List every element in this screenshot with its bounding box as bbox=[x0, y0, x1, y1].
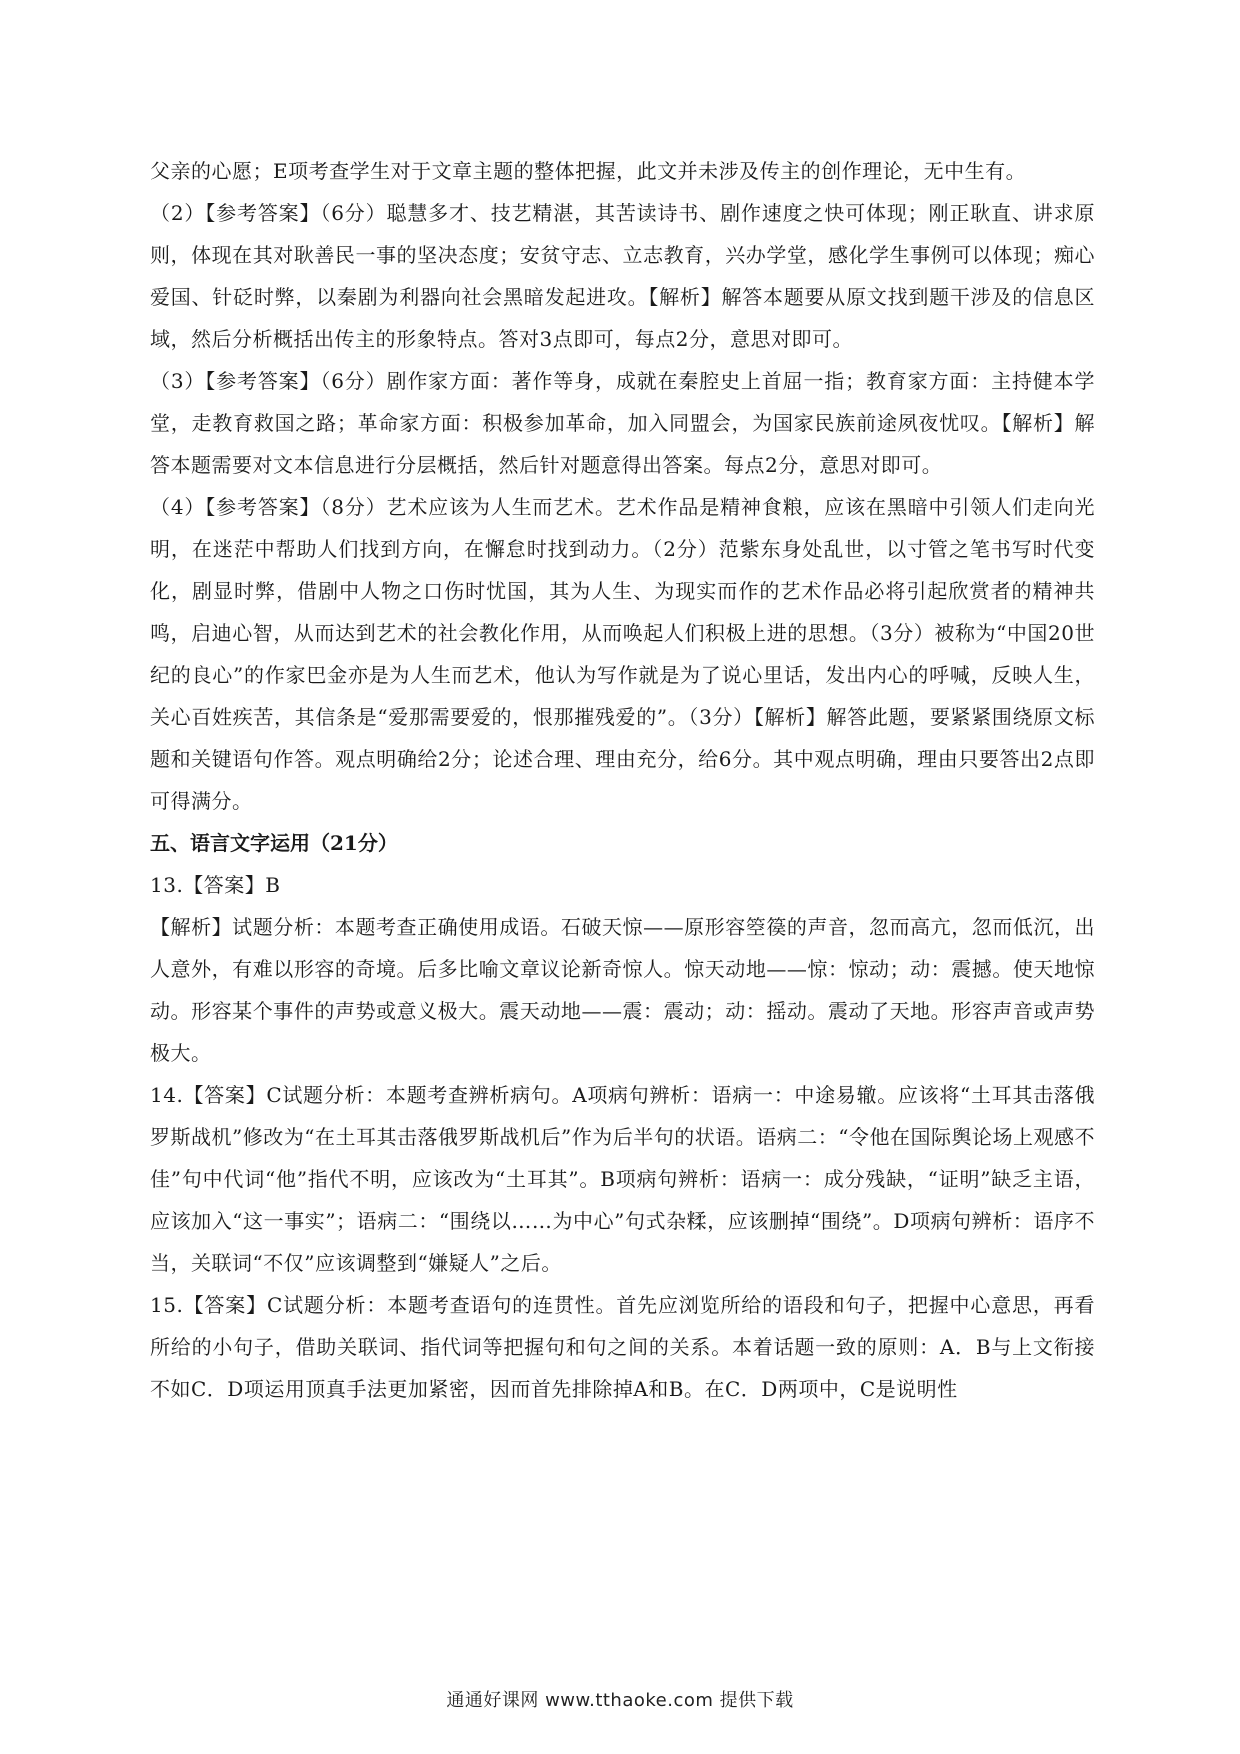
paragraph-answer-2: （2）【参考答案】（6分）聪慧多才、技艺精湛，其苦读诗书、剧作速度之快可体现；刚正耿直、讲求原则，体现在其对耿善民一事的坚决态度；安贫守志、立志教育，兴办学堂，感化学生事例可以体现；痴心爱国、针砭时弊，以秦剧为利器向社会黑暗发起进攻。【解析】解答本题要从原文找到题干涉及的信息区域，然后分析概括出传主的形象特点。答对3点即可，每点2分，意思对即可。 bbox=[150, 201, 1095, 351]
paragraph-e-option: 父亲的心愿；E项考查学生对于文章主题的整体把握，此文并未涉及传主的创作理论，无中生有。 bbox=[150, 159, 1027, 183]
paragraph-answer-13: 13.【答案】B bbox=[150, 873, 281, 897]
paragraph-answer-14: 14.【答案】C试题分析：本题考查辨析病句。A项病句辨析：语病一：中途易辙。应该将“土耳其击落俄罗斯战机”修改为“在土耳其击落俄罗斯战机后”作为后半句的状语。语病二：“令他在国际舆论场上观感不佳”句中代词“他”指代不明，应该改为“土耳其”。B项病句辨析：语病一：成分残缺，“证明”缺乏主语，应该加入“这一事实”；语病二：“围绕以……为中心”句式杂糅，应该删掉“围绕”。D项病句辨析：语序不当，关联词“不仅”应该调整到“嫌疑人”之后。 bbox=[150, 1083, 1095, 1275]
paragraph-analysis-13: 【解析】试题分析：本题考查正确使用成语。石破天惊——原形容箜篌的声音，忽而高亢，忽而低沉，出人意外，有难以形容的奇境。后多比喻文章议论新奇惊人。惊天动地——惊：惊动；动：震撼。使天地惊动。形容某个事件的声势或意义极大。震天动地——震：震动；动：摇动。震动了天地。形容声音或声势极大。 bbox=[150, 915, 1095, 1065]
paragraph-answer-15: 15.【答案】C试题分析：本题考查语句的连贯性。首先应浏览所给的语段和句子，把握中心意思，再看所给的小句子，借助关联词、指代词等把握句和句之间的关系。本着话题一致的原则：A．B与上文衔接不如C．D项运用顶真手法更加紧密，因而首先排除掉A和B。在C．D两项中，C是说明性 bbox=[150, 1293, 1095, 1401]
document-page bbox=[150, 150, 1095, 1670]
paragraph-answer-3: （3）【参考答案】（6分）剧作家方面：著作等身，成就在秦腔史上首屈一指；教育家方面：主持健本学堂，走教育救国之路；革命家方面：积极参加革命，加入同盟会，为国家民族前途夙夜忧叹。【解析】解答本题需要对文本信息进行分层概括，然后针对题意得出答案。每点2分，意思对即可。 bbox=[150, 369, 1095, 477]
section-heading-language-use: 五、语言文字运用（21分） bbox=[150, 831, 398, 855]
paragraph-answer-4: （4）【参考答案】（8分）艺术应该为人生而艺术。艺术作品是精神食粮，应该在黑暗中引领人们走向光明，在迷茫中帮助人们找到方向，在懈怠时找到动力。（2分）范紫东身处乱世，以寸管之笔书写时代变化，剧显时弊，借剧中人物之口伤时忧国，其为人生、为现实而作的艺术作品必将引起欣赏者的精神共鸣，启迪心智，从而达到艺术的社会教化作用，从而唤起人们积极上进的思想。（3分）被称为“中国20世纪的良心”的作家巴金亦是为人生而艺术，他认为写作就是为了说心里话，发出内心的呼喊，反映人生，关心百姓疾苦，其信条是“爱那需要爱的，恨那摧残爱的”。（3分）【解析】解答此题，要紧紧围绕原文标题和关键语句作答。观点明确给2分；论述合理、理由充分，给6分。其中观点明确，理由只要答出2点即可得满分。 bbox=[150, 495, 1095, 813]
page-footer: 通通好课网 www.tthaoke.com 提供下载 bbox=[446, 1690, 794, 1711]
